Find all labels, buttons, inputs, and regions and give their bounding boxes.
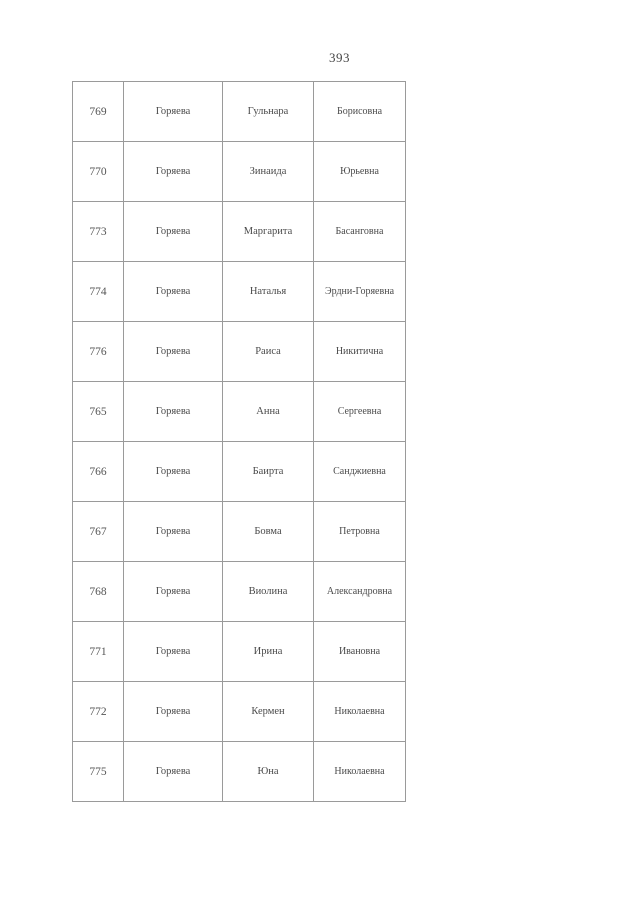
table-row [73, 742, 406, 802]
patronymic: Николаевна [314, 742, 406, 802]
surname: Горяева [124, 202, 223, 262]
patronymic: Александровна [314, 562, 406, 622]
register-table [72, 81, 406, 802]
patronymic: Басанговна [314, 202, 406, 262]
given-name: Виолина [223, 562, 314, 622]
surname: Горяева [124, 382, 223, 442]
table-row [73, 622, 406, 682]
patronymic: Борисовна [314, 82, 406, 142]
table-row [73, 382, 406, 442]
given-name: Гульнара [223, 82, 314, 142]
surname: Горяева [124, 262, 223, 322]
surname: Горяева [124, 622, 223, 682]
surname: Горяева [124, 682, 223, 742]
table-row [73, 82, 406, 142]
surname: Горяева [124, 142, 223, 202]
surname: Горяева [124, 322, 223, 382]
record-number: 773 [73, 202, 124, 262]
surname: Горяева [124, 742, 223, 802]
given-name: Кермен [223, 682, 314, 742]
given-name: Ирина [223, 622, 314, 682]
record-number: 774 [73, 262, 124, 322]
given-name: Раиса [223, 322, 314, 382]
record-number: 771 [73, 622, 124, 682]
table-row [73, 322, 406, 382]
page-number: 393 [329, 50, 350, 65]
surname: Горяева [124, 442, 223, 502]
table-row [73, 442, 406, 502]
patronymic: Николаевна [314, 682, 406, 742]
table-row [73, 682, 406, 742]
surname: Горяева [124, 562, 223, 622]
record-number: 772 [73, 682, 124, 742]
given-name: Анна [223, 382, 314, 442]
record-number: 770 [73, 142, 124, 202]
given-name: Бовма [223, 502, 314, 562]
record-number: 768 [73, 562, 124, 622]
patronymic: Юрьевна [314, 142, 406, 202]
surname: Горяева [124, 502, 223, 562]
given-name: Маргарита [223, 202, 314, 262]
patronymic: Санджиевна [314, 442, 406, 502]
patronymic: Никитична [314, 322, 406, 382]
given-name: Юна [223, 742, 314, 802]
surname: Горяева [124, 82, 223, 142]
record-number: 775 [73, 742, 124, 802]
record-number: 765 [73, 382, 124, 442]
record-number: 776 [73, 322, 124, 382]
patronymic: Ивановна [314, 622, 406, 682]
record-number: 767 [73, 502, 124, 562]
table-row [73, 142, 406, 202]
given-name: Баирта [223, 442, 314, 502]
table-row [73, 262, 406, 322]
record-number: 766 [73, 442, 124, 502]
patronymic: Эрдни-Горяевна [314, 262, 406, 322]
table-row [73, 202, 406, 262]
table-row [73, 562, 406, 622]
record-number: 769 [73, 82, 124, 142]
patronymic: Сергеевна [314, 382, 406, 442]
patronymic: Петровна [314, 502, 406, 562]
given-name: Зинаида [223, 142, 314, 202]
register-table-body [73, 82, 406, 802]
table-row [73, 502, 406, 562]
given-name: Наталья [223, 262, 314, 322]
